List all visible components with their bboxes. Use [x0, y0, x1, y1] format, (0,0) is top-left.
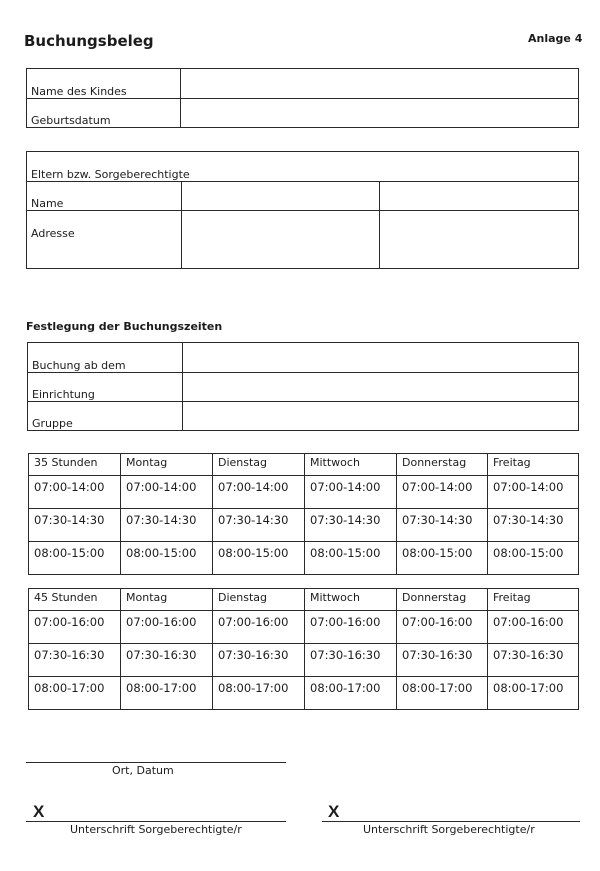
- booking-section-heading: Festlegung der Buchungszeiten: [26, 320, 223, 333]
- schedule-35-time-cell[interactable]: 08:00-15:00: [488, 542, 579, 575]
- guardian-signature-line-2[interactable]: [322, 821, 580, 822]
- schedule-35-time-cell[interactable]: 07:30-14:30: [397, 509, 488, 542]
- facility-label: Einrichtung: [28, 373, 183, 402]
- schedule-35-time-cell[interactable]: 08:00-15:00: [397, 542, 488, 575]
- schedule-35-time-cell[interactable]: 07:30-14:30: [213, 509, 305, 542]
- schedule-45-header-cell: Dienstag: [213, 589, 305, 611]
- schedule-35-header-cell: 35 Stunden: [29, 454, 121, 476]
- document-title: Buchungsbeleg: [24, 32, 154, 50]
- schedule-45-time-cell[interactable]: 08:00-17:00: [121, 677, 213, 710]
- child-info-table: [26, 68, 579, 128]
- schedule-35-time-cell[interactable]: 08:00-15:00: [305, 542, 397, 575]
- schedule-45-time-cell[interactable]: 08:00-17:00: [397, 677, 488, 710]
- schedule-45-time-cell[interactable]: 07:00-16:00: [397, 611, 488, 644]
- schedule-35-time-cell[interactable]: 08:00-15:00: [121, 542, 213, 575]
- schedule-45-header-cell: Donnerstag: [397, 589, 488, 611]
- parents-info-table: [26, 151, 579, 269]
- schedule-35-header-cell: Mittwoch: [305, 454, 397, 476]
- parent2-address-field[interactable]: [380, 211, 579, 269]
- schedule-35-time-cell[interactable]: 07:00-14:00: [305, 476, 397, 509]
- schedule-35-time-cell[interactable]: 07:30-14:30: [29, 509, 121, 542]
- facility-field[interactable]: [183, 373, 579, 402]
- schedule-35-time-cell[interactable]: 07:00-14:00: [488, 476, 579, 509]
- schedule-45-time-cell[interactable]: 07:00-16:00: [305, 611, 397, 644]
- schedule-35-time-cell[interactable]: 07:00-14:00: [397, 476, 488, 509]
- schedule-45-time-cell[interactable]: 07:00-16:00: [213, 611, 305, 644]
- parents-section-label: Eltern bzw. Sorgeberechtigte: [27, 152, 579, 182]
- schedule-45-time-cell[interactable]: 08:00-17:00: [29, 677, 121, 710]
- schedule-45-time-cell[interactable]: 07:30-16:30: [213, 644, 305, 677]
- schedule-45-header-cell: Mittwoch: [305, 589, 397, 611]
- booking-start-label: Buchung ab dem: [28, 343, 183, 373]
- place-date-label: Ort, Datum: [112, 764, 174, 777]
- schedule-45-time-cell[interactable]: 07:30-16:30: [488, 644, 579, 677]
- schedule-35-header-cell: Montag: [121, 454, 213, 476]
- schedule-35-time-cell[interactable]: 07:00-14:00: [213, 476, 305, 509]
- place-date-line[interactable]: [26, 762, 286, 763]
- parent-name-label: Name: [27, 182, 182, 211]
- parent2-name-field[interactable]: [380, 182, 579, 211]
- signature-x-mark-1: X: [33, 802, 45, 821]
- booking-info-table: [27, 342, 579, 431]
- guardian-signature-line-1[interactable]: [26, 821, 286, 822]
- schedule-35-table: [28, 453, 579, 575]
- schedule-35-time-cell[interactable]: 08:00-15:00: [213, 542, 305, 575]
- parent-address-label: Adresse: [27, 211, 182, 269]
- birthdate-label: Geburtsdatum: [27, 99, 181, 128]
- schedule-35-time-cell[interactable]: 07:00-14:00: [121, 476, 213, 509]
- schedule-45-time-cell[interactable]: 07:30-16:30: [397, 644, 488, 677]
- signature-x-mark-2: X: [328, 802, 340, 821]
- child-name-label: Name des Kindes: [27, 69, 181, 99]
- schedule-35-time-cell[interactable]: 08:00-15:00: [29, 542, 121, 575]
- guardian-signature-label-2: Unterschrift Sorgeberechtigte/r: [363, 823, 535, 836]
- schedule-45-time-cell[interactable]: 07:30-16:30: [121, 644, 213, 677]
- schedule-45-time-cell[interactable]: 08:00-17:00: [305, 677, 397, 710]
- schedule-35-header-cell: Donnerstag: [397, 454, 488, 476]
- schedule-45-time-cell[interactable]: 07:00-16:00: [29, 611, 121, 644]
- schedule-35-time-cell[interactable]: 07:00-14:00: [29, 476, 121, 509]
- schedule-45-header-cell: Freitag: [488, 589, 579, 611]
- annex-label: Anlage 4: [528, 32, 583, 45]
- schedule-35-time-cell[interactable]: 07:30-14:30: [488, 509, 579, 542]
- child-name-field[interactable]: [181, 69, 579, 99]
- schedule-45-time-cell[interactable]: 07:30-16:30: [29, 644, 121, 677]
- guardian-signature-label-1: Unterschrift Sorgeberechtigte/r: [70, 823, 242, 836]
- group-field[interactable]: [183, 402, 579, 431]
- parent1-address-field[interactable]: [182, 211, 380, 269]
- schedule-45-time-cell[interactable]: 08:00-17:00: [488, 677, 579, 710]
- schedule-35-time-cell[interactable]: 07:30-14:30: [305, 509, 397, 542]
- schedule-45-header-cell: 45 Stunden: [29, 589, 121, 611]
- booking-start-field[interactable]: [183, 343, 579, 373]
- schedule-45-time-cell[interactable]: 07:00-16:00: [488, 611, 579, 644]
- parent1-name-field[interactable]: [182, 182, 380, 211]
- schedule-35-header-cell: Freitag: [488, 454, 579, 476]
- schedule-45-time-cell[interactable]: 07:00-16:00: [121, 611, 213, 644]
- schedule-45-header-cell: Montag: [121, 589, 213, 611]
- schedule-35-header-cell: Dienstag: [213, 454, 305, 476]
- birthdate-field[interactable]: [181, 99, 579, 128]
- group-label: Gruppe: [28, 402, 183, 431]
- schedule-45-time-cell[interactable]: 08:00-17:00: [213, 677, 305, 710]
- schedule-35-time-cell[interactable]: 07:30-14:30: [121, 509, 213, 542]
- schedule-45-time-cell[interactable]: 07:30-16:30: [305, 644, 397, 677]
- schedule-45-table: [28, 588, 579, 710]
